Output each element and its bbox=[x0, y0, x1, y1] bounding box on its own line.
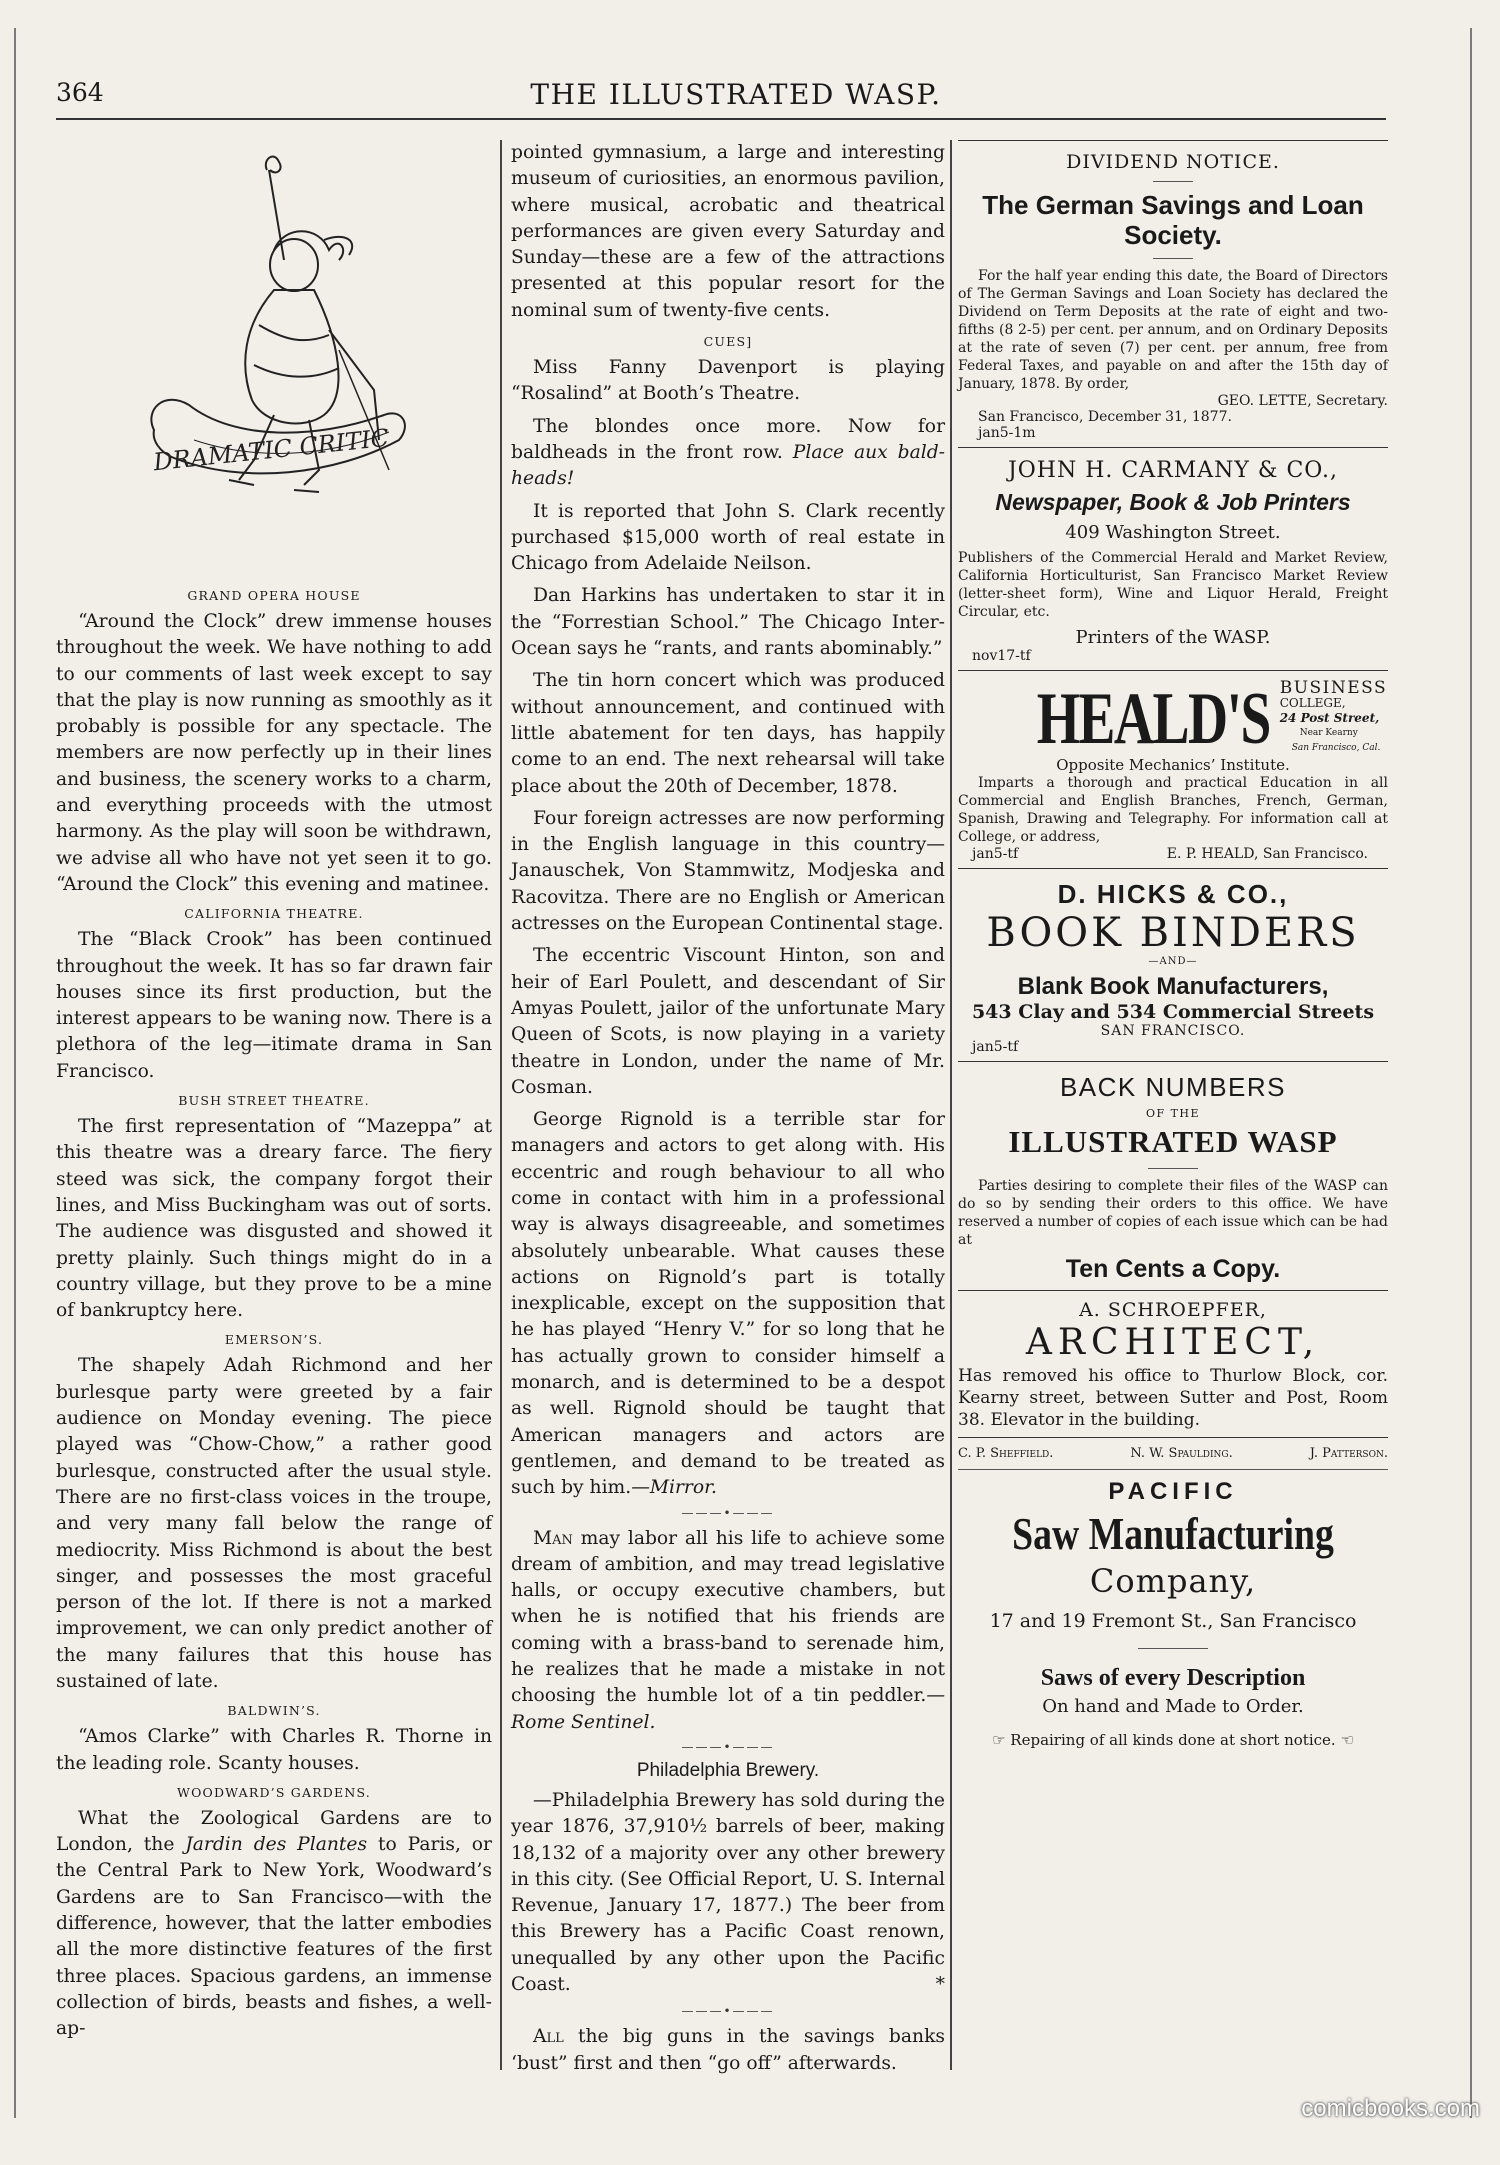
saw-pacific: PACIFIC bbox=[1108, 1478, 1238, 1505]
dividend-ad bbox=[958, 140, 1388, 447]
cue-item: The tin horn concert which was produced without announcement, and continued with little abatement for ten days, has happily come to an end. The next rehearsal will take place about the 20th of December, 1878. bbox=[511, 670, 945, 797]
man-item bbox=[511, 1526, 945, 1736]
backnumbers-body: Parties desiring to complete their files of the WASP can do so by sending their orders to this office. We have reserved a number of copies of each issue which can be had at bbox=[958, 1178, 1388, 1248]
dividend-code: jan5-1m bbox=[978, 425, 1036, 441]
heald-near: Near Kearny bbox=[1299, 728, 1358, 738]
section-paragraph: The shapely Adah Richmond and her burlesque party were greeted by a fair audience on Monday evening. The piece played was “Chow-Chow,” a rather good burlesque, constructed after the usual style. There are no first-class voices in the troupe, and very many fall below the range of mediocrity. Miss Richmond is about the best singer, and possesses the most graceful person of the lot. If there is not a marked improvement, we can only predict another of the many failures that this house has sustained of late. bbox=[56, 1355, 492, 1692]
cue-italic: Place aux bald-heads! bbox=[511, 441, 945, 490]
man-text: may labor all his life to achieve some dream of ambition, and may tread legislative halls, or occupy executive chambers, but when he is notified that his friends are coming with a brass-band to serenade him, he realizes that he made a mistake in not choosing the humble lot of a tin peddler. bbox=[511, 1527, 945, 1707]
carmany-name: JOHN H. CARMANY & CO., bbox=[1007, 458, 1339, 483]
cue-item: Dan Harkins has undertaken to star it in the “Forrestian School.” The Chicago Inter-Ocean says he “rants, and rants abominably.” bbox=[511, 585, 945, 660]
saw-partner: J. Patterson. bbox=[1309, 1446, 1388, 1461]
saw-company: Company, bbox=[1089, 1562, 1257, 1600]
dramatic-critic-illustration bbox=[134, 140, 414, 580]
hicks-name: D. HICKS & CO., bbox=[1057, 879, 1289, 909]
cues-heading: CUES] bbox=[703, 334, 753, 350]
backnumbers-of: OF THE bbox=[1145, 1107, 1201, 1120]
heald-business: BUSINESS bbox=[1279, 678, 1388, 698]
saw-partners bbox=[958, 1446, 1388, 1461]
cue-text: The blondes once more. Now for baldheads in the front row. bbox=[511, 415, 945, 463]
backnumbers-price: Ten Cents a Copy. bbox=[1065, 1255, 1281, 1283]
cue-item bbox=[511, 414, 945, 493]
dividend-title: The German Savings and Loan Society. bbox=[982, 190, 1364, 250]
cue-item: It is reported that John S. Clark recently purchased $15,000 worth of real estate in Chicago from Adelaide Neilson. bbox=[511, 500, 945, 575]
hicks-and: —AND— bbox=[1148, 956, 1198, 967]
heald-college: COLLEGE, bbox=[1279, 696, 1346, 710]
backnumbers-ad bbox=[958, 1061, 1388, 1290]
saw-rule bbox=[958, 1469, 1388, 1470]
schroepfer-title: ARCHITECT, bbox=[1025, 1322, 1321, 1363]
carmany-ad bbox=[958, 447, 1388, 670]
brewery-heading: Philadelphia Brewery. bbox=[636, 1759, 820, 1781]
mini-rule bbox=[1148, 1168, 1198, 1169]
section-heading: EMERSON’S. bbox=[224, 1332, 324, 1348]
section-heading: BALDWIN’S. bbox=[227, 1703, 321, 1719]
paragraph-part: to Paris, or the Central Park to New York, Woodward’s Gardens are to San Francisco—with the difference, however, that the latter embodies all the more distinctive features of the first three places. Spacious gardens, an immense collection of birds, beasts and fishes, a well-ap- bbox=[56, 1834, 492, 2040]
section-paragraph: “Around the Clock” drew immense houses throughout the week. We have nothing to add to our comments of last week except to say that the play is now running as smoothly as it probably is possible for any spectacle. The members are now perfectly up in their lines and business, the scenery works to a charm, and everything proceeds with the utmost harmony. As the play will soon be withdrawn, we advise all who have not yet seen it to go. “Around the Clock” this evening and matinee. bbox=[56, 611, 492, 895]
heald-opposite: Opposite Mechanics’ Institute. bbox=[1056, 756, 1290, 774]
heald-street: 24 Post Street, bbox=[1279, 711, 1380, 725]
carmany-tagline: Newspaper, Book & Job Printers bbox=[995, 489, 1351, 515]
page-title: THE ILLUSTRATED WASP. bbox=[530, 78, 942, 111]
section-heading: CALIFORNIA THEATRE. bbox=[184, 906, 364, 922]
lead-word: All bbox=[533, 2026, 564, 2048]
dividend-place-date: San Francisco, December 31, 1877. bbox=[978, 409, 1232, 425]
heald-ad bbox=[958, 670, 1388, 868]
pointing-hand-icon: ☞ bbox=[992, 1731, 1006, 1749]
dividend-signature: GEO. LETTE, Secretary. bbox=[1217, 393, 1388, 409]
saw-partner: C. P. Sheffield. bbox=[958, 1446, 1054, 1461]
heald-body: Imparts a thorough and practical Education in all Commercial and English Branches, French, German, Spanish, Drawing and Telegraphy. For information call at College, or address, bbox=[958, 775, 1388, 845]
column-2 bbox=[511, 140, 945, 2074]
heald-logo: HEALD'S bbox=[1036, 677, 1270, 760]
gardens-continuation: pointed gymnasium, a large and interesting museum of curiosities, an enormous pavilion, where musical, acrobatic and theatrical performances are given every Saturday and Sunday—these are a few of the attractions presented at this popular resort for the nominal sum of twenty-five cents. bbox=[511, 142, 945, 321]
mini-rule bbox=[1153, 258, 1193, 259]
section-heading: GRAND OPERA HOUSE bbox=[187, 588, 361, 603]
mini-rule bbox=[1153, 181, 1193, 182]
column-1 bbox=[56, 140, 492, 2057]
carmany-printers: Printers of the WASP. bbox=[1075, 627, 1271, 648]
ornamental-rule: ———•——— bbox=[681, 1505, 775, 1520]
column-3-ads bbox=[958, 140, 1388, 2057]
schroepfer-name: A. SCHROEPFER, bbox=[1079, 1299, 1267, 1321]
heald-address-block bbox=[1279, 678, 1388, 756]
heald-signature: E. P. HEALD, San Francisco. bbox=[1166, 846, 1368, 862]
brewery-body: —Philadelphia Brewery has sold during the year 1876, 37,910½ barrels of beer, making 18,132 of a majority over any other brewery in this city. (See Official Report, U. S. Internal Revenue, January 17, 1877.) The beer from this Brewery has a Pacific Coast renown, unequalled by any other upon the Pacific Coast. bbox=[511, 1789, 945, 1995]
heald-code: jan5-tf bbox=[972, 846, 1019, 862]
saw-repairing: Repairing of all kinds done at short notice. bbox=[1010, 1731, 1336, 1749]
brewery-star: * bbox=[935, 1974, 945, 1995]
paragraph-part: What the Zoological Gardens are to London, the bbox=[56, 1807, 492, 1856]
pointing-hand-icon: ☜ bbox=[1340, 1731, 1354, 1749]
carmany-address: 409 Washington Street. bbox=[1065, 522, 1281, 543]
section-paragraph: The “Black Crook” has been continued throughout the week. It has so far drawn fair houses since its first production, but the interest appears to be waning now. There is a plethora of the leg—itimate drama in San Francisco. bbox=[56, 929, 492, 1082]
backnumbers-name: ILLUSTRATED WASP bbox=[1008, 1124, 1338, 1159]
hicks-code: jan5-tf bbox=[972, 1039, 1019, 1055]
page-left-border bbox=[14, 28, 16, 2118]
man-source: —Rome Sentinel. bbox=[511, 1685, 945, 1733]
cue-source: —Mirror. bbox=[631, 1477, 717, 1499]
saw-onhand: On hand and Made to Order. bbox=[1042, 1696, 1304, 1717]
lead-word: Man bbox=[533, 1527, 573, 1549]
schroepfer-ad bbox=[958, 1290, 1388, 1437]
ornamental-rule: ———•——— bbox=[681, 2004, 775, 2019]
cue-item: The eccentric Viscount Hinton, son and heir of Earl Poulett, and descendant of Sir Amyas Poulett, jailor of the unfortunate Mary Queen of Scots, is now playing in a variety theatre in London, under the name of Mr. Cosman. bbox=[511, 945, 945, 1098]
hicks-binders: BOOK BINDERS bbox=[986, 910, 1360, 956]
dividend-label: DIVIDEND NOTICE. bbox=[1066, 151, 1280, 173]
saw-saws: Saws of every Description bbox=[1040, 1665, 1306, 1691]
hicks-streets: 543 Clay and 534 Commercial Streets bbox=[971, 1001, 1375, 1023]
page-number: 364 bbox=[56, 78, 104, 107]
dividend-body: For the half year ending this date, the Board of Directors of The German Savings and Loan Society has declared the Dividend on Term Deposits at the rate of eight and two-fifths (8 2-5) per cent. per annum, and on Ordinary Deposits at the rate of seven (7) per cent. per annum, free from Federal Taxes, and payable on and after the 15th day of January, 1878. By order, bbox=[958, 268, 1388, 392]
ornamental-rule: ———•——— bbox=[681, 1739, 775, 1754]
saw-ad bbox=[958, 1437, 1388, 1755]
section-paragraph: “Amos Clarke” with Charles R. Thorne in the leading role. Scanty houses. bbox=[56, 1726, 492, 1774]
banks-text: the big guns in the savings banks ‘bust” first and then “go off” afterwards. bbox=[511, 2026, 945, 2074]
carmany-body: Publishers of the Commercial Herald and Market Review, California Horticulturist, San Francisco Market Review (letter-sheet form), Wine and Liquor Herald, Freight Circular, etc. bbox=[958, 550, 1388, 620]
illustration-banner-text: DRAMATIC CRITIC bbox=[152, 423, 391, 477]
carmany-code: nov17-tf bbox=[972, 648, 1031, 664]
cue-item: Miss Fanny Davenport is playing “Rosalind” at Booth’s Theatre. bbox=[511, 357, 945, 405]
schroepfer-body: Has removed his office to Thurlow Block, cor. Kearny street, between Sutter and Post, Room 38. Elevator in the building. bbox=[958, 1366, 1388, 1430]
backnumbers-title: BACK NUMBERS bbox=[1059, 1072, 1287, 1102]
column-divider-1 bbox=[500, 140, 502, 2070]
page-right-border bbox=[1470, 28, 1472, 2118]
hicks-city: SAN FRANCISCO. bbox=[1100, 1023, 1246, 1039]
heald-footer bbox=[958, 846, 1388, 862]
cue-item bbox=[511, 1107, 945, 1501]
saw-partner: N. W. Spaulding. bbox=[1130, 1446, 1233, 1461]
hicks-blank: Blank Book Manufacturers, bbox=[1017, 973, 1329, 1000]
saw-manufacturing: Saw Manufacturing bbox=[1012, 1508, 1334, 1559]
cue-item: Four foreign actresses are now performing in the English language in this country—Janauschek, Von Stammwitz, Modjeska and Racovitza. There are no English or American actresses on the European Continental stage. bbox=[511, 807, 945, 935]
saw-address: 17 and 19 Fremont St., San Francisco bbox=[989, 1610, 1357, 1632]
cue-text: George Rignold is a terrible star for managers and actors to get along with. His eccentric and rough behaviour to all who come in contact with him in a professional way is always disagreeable, and sometimes absolutely unbearable. What causes these actions on Rignold’s part is totally inexplicable, except on the supposition that he has played “Henry V.” for so long that he has actually grown to consider himself a monarch, and is determined to be a despot as well. Rignold should be taught that American managers and actors are gentlemen, and demand to be treated as such by him. bbox=[511, 1109, 945, 1499]
hicks-ad bbox=[958, 868, 1388, 1061]
heald-city: San Francisco, Cal. bbox=[1291, 743, 1381, 753]
column-divider-2 bbox=[950, 140, 952, 2070]
paragraph-italic: Jardin des Plantes bbox=[185, 1834, 368, 1856]
heald-logo-row bbox=[958, 677, 1388, 760]
banks-item bbox=[511, 2024, 945, 2077]
page-header bbox=[56, 70, 1416, 120]
section-heading: BUSH STREET THEATRE. bbox=[178, 1093, 370, 1109]
saw-repairing-row bbox=[958, 1731, 1388, 1749]
watermark: comicbooks.com bbox=[1301, 2095, 1480, 2122]
mini-rule bbox=[1138, 1648, 1208, 1649]
section-paragraph bbox=[56, 1806, 492, 2043]
section-paragraph: The first representation of “Mazeppa” at this theatre was a dreary farce. The fiery steed was sick, the company forgot their lines, and Miss Buckingham was out of sorts. The audience was disgusted and showed it pretty plainly. Such things might do in a country village, but they prove to be a mine of bankruptcy here. bbox=[56, 1116, 492, 1322]
header-rule bbox=[56, 118, 1386, 120]
brewery-text bbox=[511, 1788, 945, 1998]
section-heading: WOODWARD’S GARDENS. bbox=[177, 1784, 371, 1800]
